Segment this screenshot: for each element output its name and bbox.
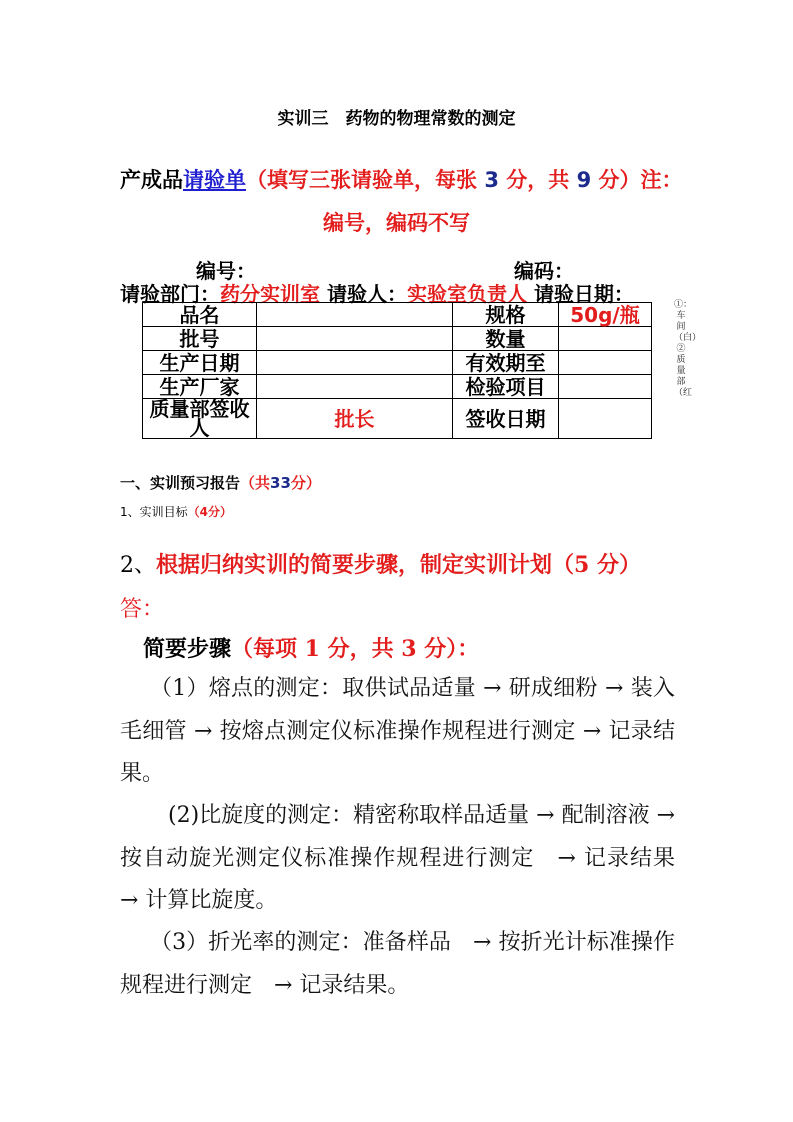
table-row (143, 303, 652, 327)
request-form-table (142, 302, 652, 439)
subsection-1-label: 1、实训目标 (120, 505, 188, 519)
subsection-2 (120, 548, 641, 579)
code-label: 编码： (514, 259, 574, 283)
field-value[interactable] (559, 327, 652, 351)
requester-label: 请验人： (326, 282, 407, 306)
section-title: 一、实训预习报告 (120, 474, 241, 492)
step-paragraph-melting-point: （1）熔点的测定：取供试品适量 → 研成细粉 → 装入毛细管 → 按熔点测定仪标准操作规程进行测定 → 记录结果。 (120, 676, 675, 786)
instruction-mid: 分，共 (506, 168, 570, 192)
instruction-count: 3 (484, 168, 499, 192)
table-row (143, 351, 652, 375)
steps-score: （每项 1 分，共 3 分）： (231, 636, 480, 662)
field-value[interactable] (559, 399, 652, 439)
subsection-2-num: 2、 (120, 553, 156, 578)
field-value[interactable]: 批长 (257, 399, 453, 439)
field-label: 生产日期 (143, 351, 257, 375)
field-label: 生产厂家 (143, 375, 257, 399)
instruction-line (120, 164, 683, 194)
field-value[interactable] (559, 375, 652, 399)
date-label: 请验日期： (533, 282, 634, 306)
copy-distribution-note: ①：车间（白）②质量部（红 (674, 300, 702, 398)
dept-value: 药分实训室 (220, 282, 320, 306)
answer-label: 答： (120, 597, 165, 622)
section-score-num: 33 (270, 474, 291, 492)
field-label: 检验项目 (453, 375, 559, 399)
field-label: 质量部签收人 (143, 399, 257, 439)
field-value[interactable] (257, 303, 453, 327)
step-paragraph-refractive-index: （3）折光率的测定：准备样品 → 按折光计标准操作规程进行测定 → 记录结果。 (120, 930, 675, 998)
field-value[interactable] (257, 375, 453, 399)
field-label: 有效期至 (453, 351, 559, 375)
field-label: 数量 (453, 327, 559, 351)
instruction-note: 编号，编码不写 (323, 211, 470, 235)
steps-heading (143, 632, 479, 663)
request-form-link[interactable]: 请验单 (183, 168, 246, 192)
instruction-total: 9 (576, 168, 592, 192)
subsection-1-score: （4分） (187, 505, 232, 519)
field-label: 品名 (143, 303, 257, 327)
table-row (143, 327, 652, 351)
number-label: 编号： (196, 259, 256, 283)
field-label: 批号 (143, 327, 257, 351)
field-label: 规格 (453, 303, 559, 327)
table-row (143, 375, 652, 399)
instruction-lead: 产成品 (120, 168, 183, 192)
field-value[interactable] (257, 351, 453, 375)
document-title: 实训三 药物的物理常数的测定 (277, 109, 516, 129)
field-label: 签收日期 (453, 399, 559, 439)
field-value[interactable]: 50g/瓶 (559, 303, 652, 327)
field-value[interactable] (257, 327, 453, 351)
section-heading (120, 472, 321, 493)
instruction-red-text: （填写三张请验单，每张 (246, 168, 477, 192)
dept-label: 请验部门： (120, 282, 220, 306)
section-score-close: 分） (290, 474, 321, 492)
table-row (143, 399, 652, 439)
subsection-1 (120, 503, 232, 520)
steps-label: 简要步骤 (143, 637, 232, 662)
section-score-open: （共 (240, 474, 271, 492)
step-paragraph-specific-rotation: (2)比旋度的测定：精密称取样品适量 → 配制溶液 → 按自动旋光测定仪标准操作规程进行测定 → 记录结果 → 计算比旋度。 (120, 803, 698, 913)
field-value[interactable] (559, 351, 652, 375)
requester-value: 实验室负责人 (406, 282, 527, 306)
subsection-2-title: 根据归纳实训的简要步骤，制定实训计划（5 分） (156, 552, 641, 578)
instruction-tail: 分）注： (598, 168, 683, 192)
